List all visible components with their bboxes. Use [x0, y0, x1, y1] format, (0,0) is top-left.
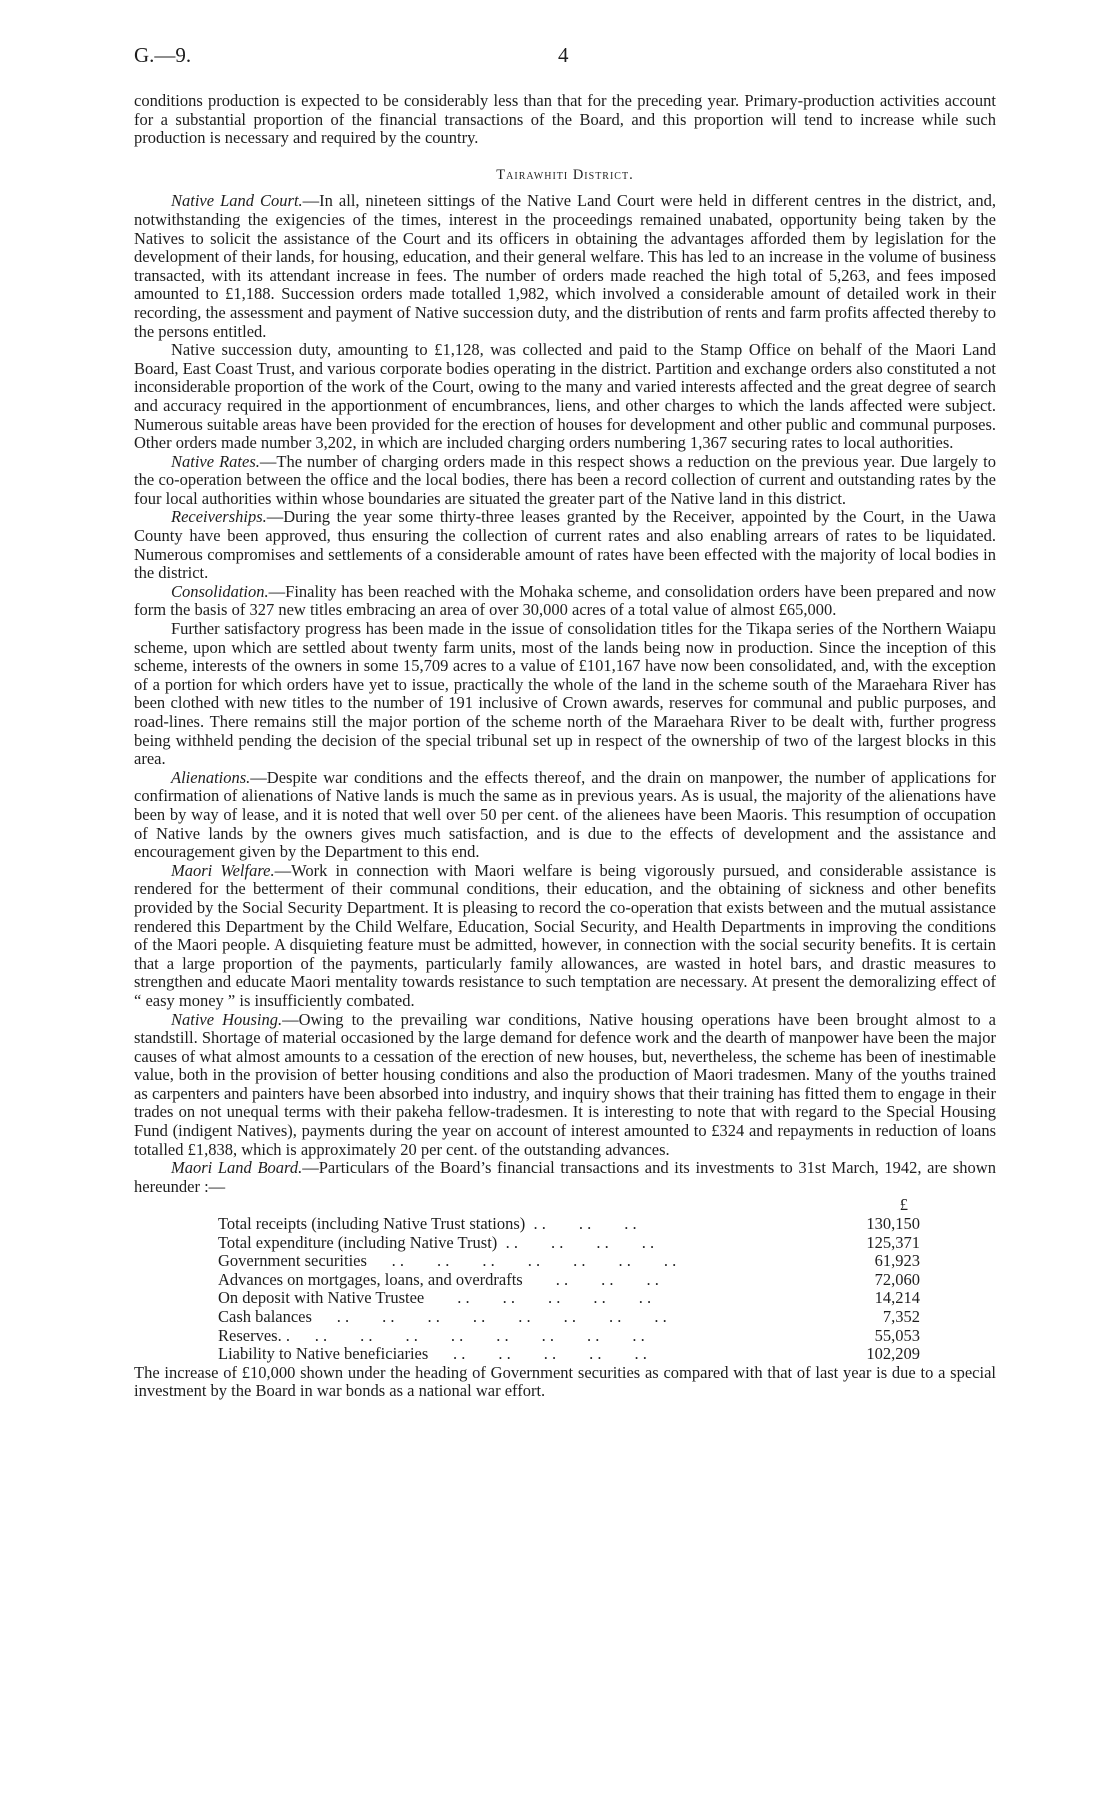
- closing-paragraph: The increase of £10,000 shown under the heading of Government securities as compared with that of last year is due to a special investment by the Board in war bonds as a national war effort.: [134, 1362, 996, 1401]
- intro-paragraph: conditions production is expected to be considerably less than that for the preceding year. Primary-production activities account for a substantial proportion of the financial transactions of the Board, and this proportion will tend to increase while such production is necessary and required by the country.: [134, 91, 996, 148]
- row-label: [218, 1252, 830, 1271]
- table-row: [218, 1234, 920, 1253]
- district-heading: Tairawhiti District.: [496, 166, 634, 183]
- row-label-text: Reserves. .: [218, 1326, 290, 1345]
- row-value: 125,371: [866, 1232, 920, 1252]
- page-number: 4: [558, 43, 569, 67]
- table-row: [218, 1327, 920, 1346]
- table-row: [218, 1271, 920, 1290]
- row-label-text: Total expenditure (including Native Trust): [218, 1233, 498, 1252]
- row-label: [218, 1345, 830, 1364]
- row-label: [218, 1271, 830, 1290]
- row-value: 7,352: [882, 1307, 920, 1326]
- paragraph-text: Further satisfactory progress has been made in the issue of consolidation titles for the Tikapa series of the Northern Waiapu scheme, upon which are settled about twenty farm units, most of the lands being now in production. Since the inception of this scheme, interests of the owners in some 15,709 acres to a value of £101,167 have now been consolidated, and, with the exception of a portion for which orders have yet to issue, practically the whole of the land in the scheme south of the Maraehara River has been clothed with new titles to the number of 191 inclusive of Crown awards, reserves for communal and public purposes, and road-lines. There remains still the major portion of the scheme north of the Maraehara River to be dealt with, further progress being withheld pending the decision of the special tribunal set up in respect of the ownership of two of the largest blocks in this area.: [134, 619, 996, 769]
- paragraph-text: —In all, nineteen sittings of the Native Land Court were held in different centres in the district, and, notwithstanding the exigencies of the times, interest in the proceedings remained unabated, opportunity being taken by the Natives to solicit the assistance of the Court and its officers in obtaining the advantages afforded them by legislation for the development of their lands, for housing, education, and their general welfare. This has led to an increase in the volume of business transacted, with its attendant increase in fees. The number of orders made reached the high total of 5,263, and fees imposed amounted to £1,188. Succession orders made totalled 1,982, which involved a considerable amount of detailed work in their recording, the assessment and payment of Native succession duty, and the distribution of rents and farm profits affected thereby to the persons entitled.: [134, 191, 996, 341]
- paragraph-text: —Work in connection with Maori welfare is being vigorously pursued, and considerable assistance is rendered for the betterment of their communal conditions, their education, and the obtaining of sickness and other benefits provided by the Social Security Department. It is pleasing to record the co-operation that exists between and the mutual assistance rendered this Department by the Child Welfare, Education, Social Security, and Health Departments in improving the conditions of the Maori people. A disquieting feature must be admitted, however, in connection with the social security benefits. It is certain that a large proportion of the payments, particularly family allowances, are wasted in hotel bars, and drastic measures to strengthen and educate Maori mentality towards resistance to such temptation are necessary. At present the demoralizing effect of “ easy money ” is insufficiently combated.: [134, 860, 997, 1010]
- page-header: [134, 43, 994, 70]
- row-leader: . . . . . . . . . . . . . . . .: [289, 1326, 645, 1345]
- row-value: 130,150: [866, 1214, 920, 1234]
- row-leader: . . . . . .: [522, 1270, 659, 1289]
- paragraph-text: —During the year some thirty-three leases granted by the Receiver, appointed by the Court, in the Uawa County have been approved, thus ensuring the collection of current rates and also enabling arrears of rates to be liquidated. Numerous compromises and settlements of a considerable amount of rates have been effected with the majority of local bodies in the district.: [134, 507, 996, 583]
- table-row: [218, 1252, 920, 1271]
- paragraph-maori-land-board: [134, 1159, 996, 1196]
- paragraph-lead: Maori Land Board.: [171, 1158, 303, 1178]
- paragraph-consolidation: [134, 583, 996, 620]
- paragraph-native-rates: [134, 453, 996, 509]
- paragraph-lead: Consolidation.: [171, 581, 269, 601]
- paragraph-succession-duty: [134, 341, 996, 453]
- row-leader: . . . . . . . . . .: [424, 1289, 652, 1308]
- financial-table: [218, 1196, 920, 1363]
- paragraph-consolidation-further: [134, 620, 996, 769]
- row-label: [218, 1327, 830, 1346]
- paragraph-text: Native succession duty, amounting to £1,128, was collected and paid to the Stamp Office on behalf of the Maori Land Board, East Coast Trust, and various corporate bodies operating in the district. Partition and exchange orders also constituted a not inconsiderable proportion of the work of the Court, owing to the many and varied interests affected and the great degree of search and accuracy required in the apportionment of encumbrances, liens, and other charges to which the lands affected were subject. Numerous suitable areas have been provided for the erection of houses for development and other public and communal purposes. Other orders made number 3,202, in which are included charging orders numbering 1,367 securing rates to local authorities.: [134, 340, 996, 453]
- paragraph-lead: Maori Welfare.: [171, 860, 275, 880]
- row-label-text: Liability to Native beneficiaries: [218, 1345, 429, 1364]
- paragraph-alienations: [134, 769, 996, 862]
- paragraph-lead: Native Land Court.: [171, 191, 303, 211]
- row-leader: . . . . . . . .: [497, 1233, 655, 1252]
- document-body: [134, 92, 996, 1401]
- row-value: 61,923: [874, 1251, 920, 1271]
- paragraph-text: —The number of charging orders made in this respect shows a reduction on the previous year. Due largely to the co-operation between the office and the local bodies, there has been a record collection of current and outstanding rates by the four local authorities within whose boundaries are situated the greater part of the Native land in this district.: [134, 451, 996, 508]
- row-leader: . . . . . . . . . .: [428, 1345, 647, 1364]
- row-leader: . . . . . . . . . . . . . .: [366, 1252, 677, 1271]
- row-label: [218, 1234, 830, 1253]
- paragraph-lead: Receiverships.: [171, 507, 267, 527]
- paragraph-lead: Alienations.: [171, 767, 251, 787]
- table-row: [218, 1345, 920, 1364]
- document-code: G.—9.: [134, 43, 192, 67]
- paragraph-lead: Native Rates.: [171, 451, 260, 471]
- paragraph-text: —Finality has been reached with the Mohaka scheme, and consolidation orders have been prepared and now form the basis of 327 new titles embracing an area of over 30,000 acres of a total value of almost £65,000.: [134, 581, 996, 620]
- table-row: [218, 1289, 920, 1308]
- row-value: 102,209: [866, 1344, 920, 1364]
- row-label-text: Cash balances: [218, 1308, 312, 1326]
- currency-header: £: [899, 1195, 908, 1215]
- row-value: 14,214: [874, 1288, 920, 1308]
- row-leader: . . . . . . . . . . . . . . . .: [311, 1308, 667, 1326]
- paragraph-lead: Native Housing.: [171, 1009, 283, 1029]
- paragraph-text: —Particulars of the Board’s financial transactions and its investments to 31st March, 1942, are shown hereunder :—: [134, 1158, 996, 1196]
- row-label-text: Total receipts (including Native Trust stations): [218, 1215, 526, 1234]
- row-leader: . . . . . .: [525, 1215, 637, 1234]
- table-row: [218, 1308, 920, 1327]
- row-value: 55,053: [874, 1325, 920, 1345]
- paragraph-receiverships: [134, 508, 996, 582]
- paragraph-native-land-court: [134, 192, 996, 341]
- row-label-text: Advances on mortgages, loans, and overdrafts: [218, 1270, 523, 1289]
- table-row: [218, 1215, 920, 1234]
- paragraph-maori-welfare: [134, 862, 996, 1011]
- row-label: [218, 1289, 830, 1308]
- paragraph-text: —Despite war conditions and the effects thereof, and the drain on manpower, the number of applications for confirmation of alienations of Native lands is much the same as in previous years. As is usual, the majority of the alienations have been by way of lease, and it is noted that well over 50 per cent. of the alienees have been Maoris. This resumption of occupation of Native lands by the owners gives much satisfaction, and is due to the effects of development and the assistance and encouragement given by the Department to this end.: [134, 767, 996, 862]
- row-label: [218, 1215, 830, 1234]
- row-label-text: Government securities: [218, 1252, 367, 1271]
- paragraph-native-housing: [134, 1011, 996, 1160]
- row-label: [218, 1308, 830, 1327]
- paragraph-text: —Owing to the prevailing war conditions, Native housing operations have been brought almost to a standstill. Shortage of material occasioned by the large demand for defence work and the dearth of manpower have been the major causes of what almost amounts to a cessation of the erection of new houses, but, nevertheless, the scheme has been of inestimable value, both in the provision of better housing conditions and also the production of Maori tradesmen. Many of the youths trained as carpenters and painters have been absorbed into industry, and inquiry shows that their training has fitted them to engage in their trades on not unequal terms with their pakeha fellow-tradesmen. It is interesting to note that with regard to the Special Housing Fund (indigent Natives), payments during the year on account of interest amounted to £324 and repayments in reduction of loans totalled £1,838, which is approximately 20 per cent. of the outstanding advances.: [134, 1009, 996, 1159]
- row-value: 72,060: [874, 1269, 920, 1289]
- row-label-text: On deposit with Native Trustee: [218, 1289, 425, 1308]
